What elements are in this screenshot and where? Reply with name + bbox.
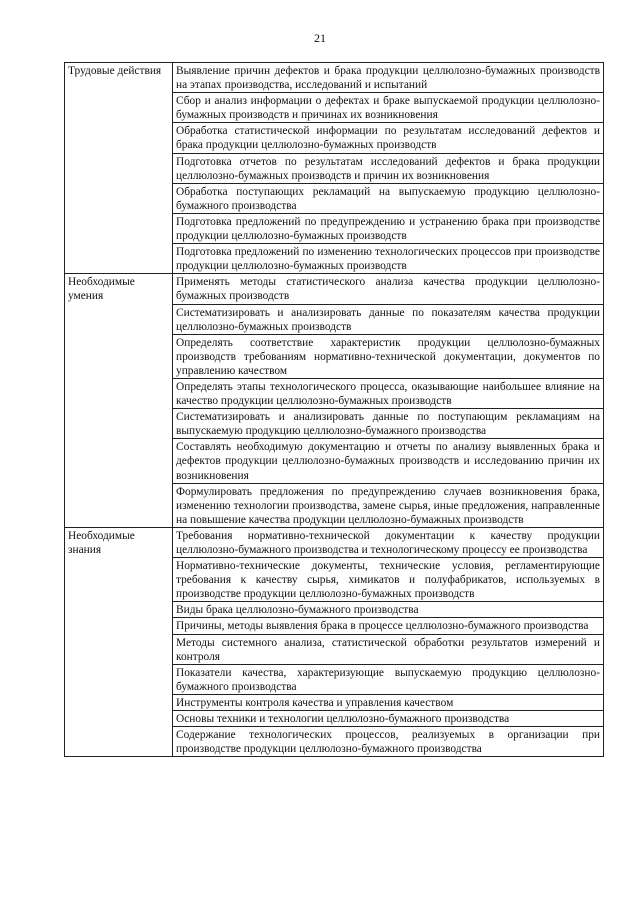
section-item: Составлять необходимую документацию и отчеты по анализу выявленных брака и дефектов продукции целлюлозно-бумажных производств и исследованию причин их возникновения	[173, 439, 604, 483]
section-item: Применять методы статистического анализа качества продукции целлюлозно-бумажных производств	[173, 274, 604, 304]
section-item: Подготовка предложений по изменению технологических процессов при производстве продукции целлюлозно-бумажных производств	[173, 244, 604, 274]
section-item: Систематизировать и анализировать данные по поступающим рекламациям на выпускаемую продукцию целлюлозно-бумажного производства	[173, 409, 604, 439]
section-item: Инструменты контроля качества и управления качеством	[173, 694, 604, 710]
section-item: Определять этапы технологического процесса, оказывающие наибольшее влияние на качество продукции целлюлозно-бумажных производств	[173, 378, 604, 408]
section-item: Методы системного анализа, статистической обработки результатов измерений и контроля	[173, 634, 604, 664]
table-row	[65, 274, 604, 304]
section-item: Определять соответствие характеристик продукции целлюлозно-бумажных производств требованиям нормативно-технической документации, документов по управлению качеством	[173, 334, 604, 378]
section-item: Сбор и анализ информации о дефектах и браке выпускаемой продукции целлюлозно-бумажных производств и причинах их возникновения	[173, 93, 604, 123]
section-item: Требования нормативно-технической документации к качеству продукции целлюлозно-бумажного производства и технологическому процессу ее производства	[173, 527, 604, 557]
section-item: Обработка поступающих рекламаций на выпускаемую продукцию целлюлозно-бумажного производства	[173, 183, 604, 213]
section-item: Основы техники и технологии целлюлозно-бумажного производства	[173, 711, 604, 727]
section-item: Показатели качества, характеризующие выпускаемую продукцию целлюлозно-бумажного производства	[173, 664, 604, 694]
qualification-table-body	[65, 63, 604, 757]
section-label: Трудовые действия	[65, 63, 173, 274]
section-item: Нормативно-технические документы, технические условия, регламентирующие требования к качеству сырья, химикатов и полуфабрикатов, используемых в производстве продукции целлюлозно-бумажных производств	[173, 558, 604, 602]
section-label: Необходимые умения	[65, 274, 173, 528]
section-item: Подготовка предложений по предупреждению и устранению брака при производстве продукции целлюлозно-бумажных производств	[173, 213, 604, 243]
table-row	[65, 63, 604, 93]
section-item: Формулировать предложения по предупреждению случаев возникновения брака, изменению технологии производства, замене сырья, иные предложения, направленные на повышение качества продукции целлюлозно-бумажных производств	[173, 483, 604, 527]
section-item: Подготовка отчетов по результатам исследований дефектов и брака продукции целлюлозно-бумажных производств и причин их возникновения	[173, 153, 604, 183]
table-row	[65, 527, 604, 557]
section-label: Необходимые знания	[65, 527, 173, 756]
page-number: 21	[314, 31, 326, 45]
section-item: Виды брака целлюлозно-бумажного производства	[173, 602, 604, 618]
section-item: Причины, методы выявления брака в процессе целлюлозно-бумажного производства	[173, 618, 604, 634]
section-item: Содержание технологических процессов, реализуемых в организации при производстве продукции целлюлозно-бумажного производства	[173, 727, 604, 757]
section-item: Выявление причин дефектов и брака продукции целлюлозно-бумажных производств на этапах производства, исследований и испытаний	[173, 63, 604, 93]
section-item: Систематизировать и анализировать данные по показателям качества продукции целлюлозно-бумажных производств	[173, 304, 604, 334]
qualification-table	[64, 62, 604, 757]
section-item: Обработка статистической информации по результатам исследований дефектов и брака продукции целлюлозно-бумажных производств	[173, 123, 604, 153]
